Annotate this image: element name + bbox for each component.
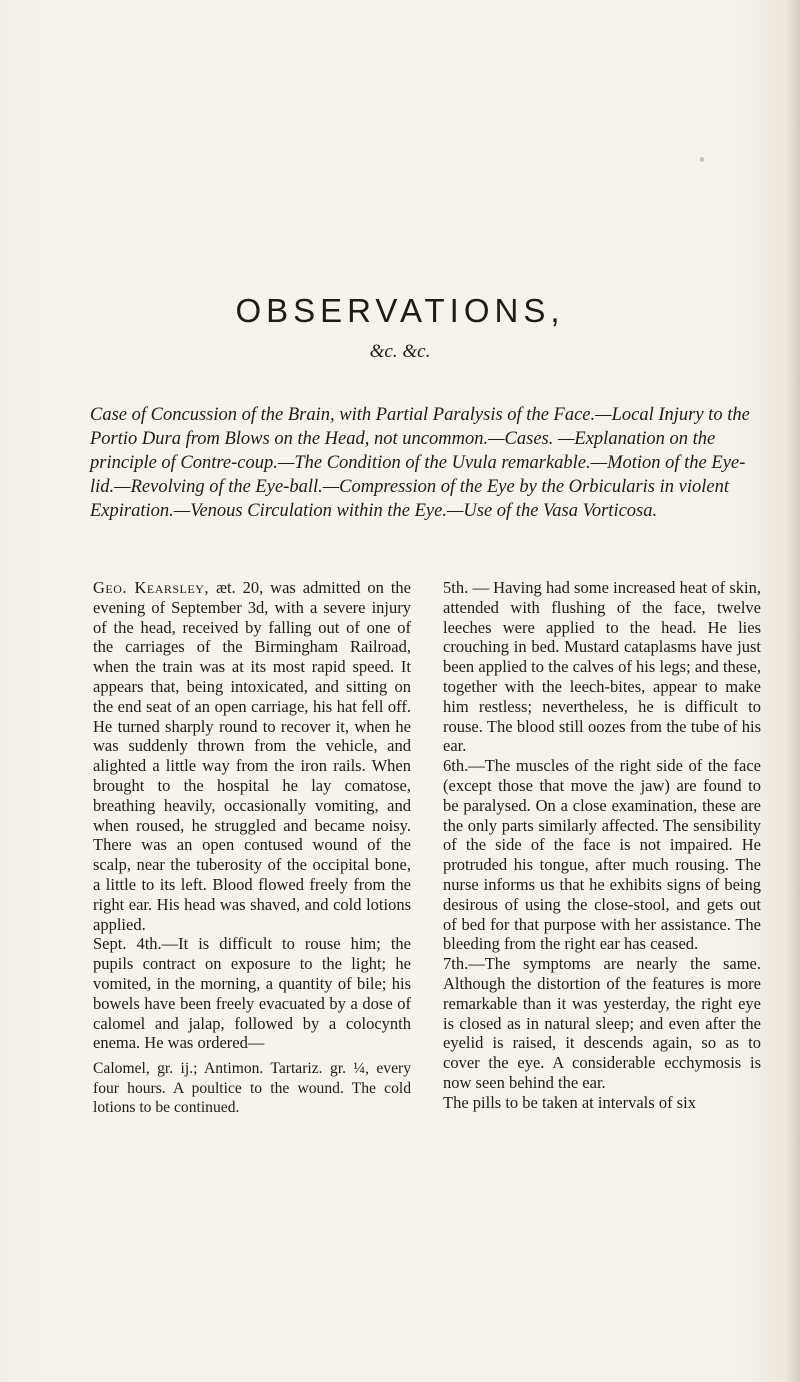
paper-spot: [700, 157, 704, 162]
left-paragraph-2: Sept. 4th.—It is difficult to rouse him; the pupils contract on exposure to the light; he vomited, in the morning, a quantity of bile; his bowels have been freely evacuated by a dose of calomel and jalap, followed by a colocynth enema. He was ordered—: [93, 934, 411, 1053]
right-paragraph-2: 6th.—The muscles of the right side of the face (except those that move the jaw) are found to be paralysed. On a close examination, these are the only parts similarly affected. The sensibility of the side of the face is not impaired. He protruded his tongue, after much rousing. The nurse informs us that he exhibits signs of being desirous of using the close-stool, and gets out of bed for that purpose with her assistance. The bleeding from the right ear has ceased.: [443, 756, 761, 954]
right-paragraph-1: 5th. — Having had some increased heat of skin, attended with flushing of the face, twelve leeches were applied to the head. He lies crouching in bed. Mustard cataplasms have just been applied to the calves of his legs; and these, together with the leech-bites, appear to make him restless; nevertheless, he is difficult to rouse. The blood still oozes from the tube of his ear.: [443, 578, 761, 756]
page-title: OBSERVATIONS,: [235, 292, 565, 329]
page-edge-shadow: [786, 0, 800, 1382]
right-paragraph-4: The pills to be taken at intervals of six: [443, 1092, 696, 1112]
left-column: [93, 578, 411, 1118]
right-paragraph-3: 7th.—The symptoms are nearly the same. Although the distortion of the features is more remarkable than it was yesterday, the right eye is closed as in natural sleep; and even after the eyelid is raised, it descends again, so as to cover the eye. A considerable ecchymosis is now seen behind the ear.: [443, 954, 761, 1092]
right-column: [443, 578, 761, 1113]
case-summary: Case of Concussion of the Brain, with Partial Paralysis of the Face.—Local Injury to the Portio Dura from Blows on the Head, not uncommon.—Cases. —Explanation on the principle of Contre-coup.—The Condition of the Uvula remarkable.—Motion of the Eye-lid.—Revolving of the Eye-ball.—Compression of the Eye by the Orbicularis in violent Expiration.—Venous Circulation within the Eye.—Use of the Vasa Vorticosa.: [90, 405, 750, 521]
patient-name: Geo. Kearsley,: [93, 578, 210, 597]
left-paragraph-1-text: æt. 20, was admitted on the evening of September 3d, with a severe injury of the head, received by falling out of one of the carriages of the Birmingham Railroad, when the train was at its most rapid speed. It appears that, being intoxicated, and sitting on the end seat of an open carriage, his hat fell off. He turned sharply round to recover it, when he was suddenly thrown from the vehicle, and alighted a little way from the iron rails. When brought to the hospital he lay comatose, breathing heavily, occasionally vomiting, and when roused, he struggled and became noisy. There was an open contused wound of the scalp, near the tuberosity of the occipital bone, a little to its left. Blood flowed freely from the right ear. His head was shaved, and cold lotions applied.: [93, 578, 411, 934]
page-subtitle: &c. &c.: [369, 341, 431, 362]
left-paragraph-1: [93, 578, 411, 934]
prescription: Calomel, gr. ij.; Antimon. Tartariz. gr. ¼, every four hours. A poultice to the wound. The cold lotions to be continued.: [93, 1060, 411, 1117]
